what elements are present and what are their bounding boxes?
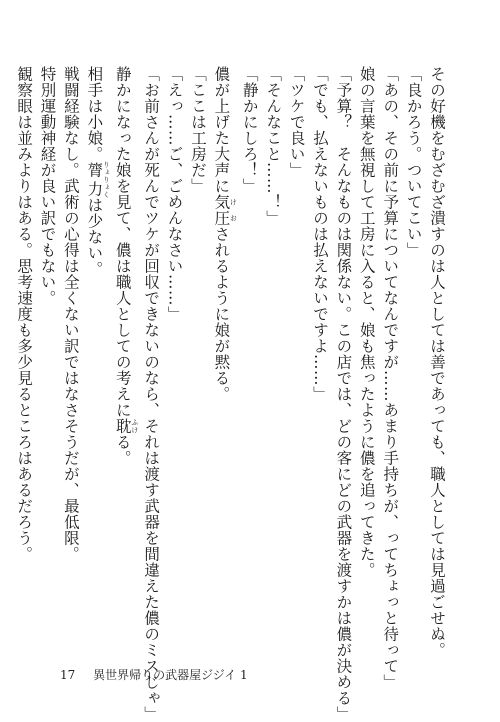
text-segment: 「そんなこと……！」 [264,66,283,226]
text-line [284,66,307,626]
text-line [82,66,110,626]
text-line [354,66,377,626]
page-number: 17 [60,668,76,682]
text-line [12,66,35,626]
text-line [59,66,82,626]
text-line [110,66,138,626]
text-line [186,66,209,626]
book-title: 異世界帰りの武器屋ジジイ 1 [93,668,248,682]
page-footer [60,666,248,683]
text-segment: 「ここは工房だ」 [188,66,207,194]
text-segment: その好機をむざむざ潰すのは人としては善であっても、職人としては見過ごせぬ。 [428,66,446,658]
text-segment: る。 [113,434,132,466]
text-segment: 特別運動神経が良い訳でもない。 [38,66,57,306]
ruby-reading: ふけ [130,418,139,434]
ruby-base: 耽 [113,418,132,434]
text-segment: 相手は小娘。 [85,66,104,162]
text-segment: 「ツケで良い」 [287,66,306,178]
text-segment: 「お前さんが死んでツケが回収できないのなら、それは渡す武器を間違えた儂のミスじゃ」 [142,66,161,722]
text-segment: 娘の言葉を無視して工房に入ると、娘も焦ったように儂を追ってきた。 [357,66,376,578]
ruby-reading: けお [229,194,238,226]
text-segment: 「えっ……ご、ごめんなさい……」 [165,66,184,322]
text-line [139,66,162,722]
text-line [261,66,284,626]
text-line [35,66,58,626]
text-segment: 戦闘経験なし。武術の心得は全くない訳ではなさそうだが、最低限。 [61,66,80,562]
text-segment: 「良かろう。ついてこい」 [404,66,423,258]
text-segment: 「でも、払えないものは払えないですよ……」 [310,66,329,402]
text-segment: 観察眼は並みよりはある。思考速度も多少見るところはあるだろう。 [15,66,34,562]
ruby-base: 膂力 [85,160,104,199]
text-segment: 「あの、その前に予算についてなんですが……あまり手持ちが、ってちょっと待って」 [381,66,400,690]
text-line [401,66,424,626]
text-line [308,66,331,626]
text-line [237,66,260,626]
text-line [209,66,237,626]
text-segment: されるように娘が黙る。 [212,226,231,402]
ruby-reading: りょりょく [102,160,111,199]
ruby-base: 気圧 [212,194,231,226]
text-line [331,66,354,722]
text-line [378,66,401,690]
text-line [425,66,448,658]
text-segment: 儂が上げた大声に [212,66,231,194]
text-segment: 「予算？ そんなものは関係ない。この店では、どの客にどの武器を渡すかは儂が決める」 [334,66,353,722]
text-segment: は少ない。 [85,196,104,277]
text-segment: 「静かにしろ！」 [240,66,259,194]
text-line [162,66,185,626]
ruby-annotated-word [212,194,238,226]
text-segment: 静かになった娘を見て、儂は職人としての考えに [113,66,132,418]
ruby-annotated-word [85,160,111,199]
ruby-annotated-word [113,418,139,434]
